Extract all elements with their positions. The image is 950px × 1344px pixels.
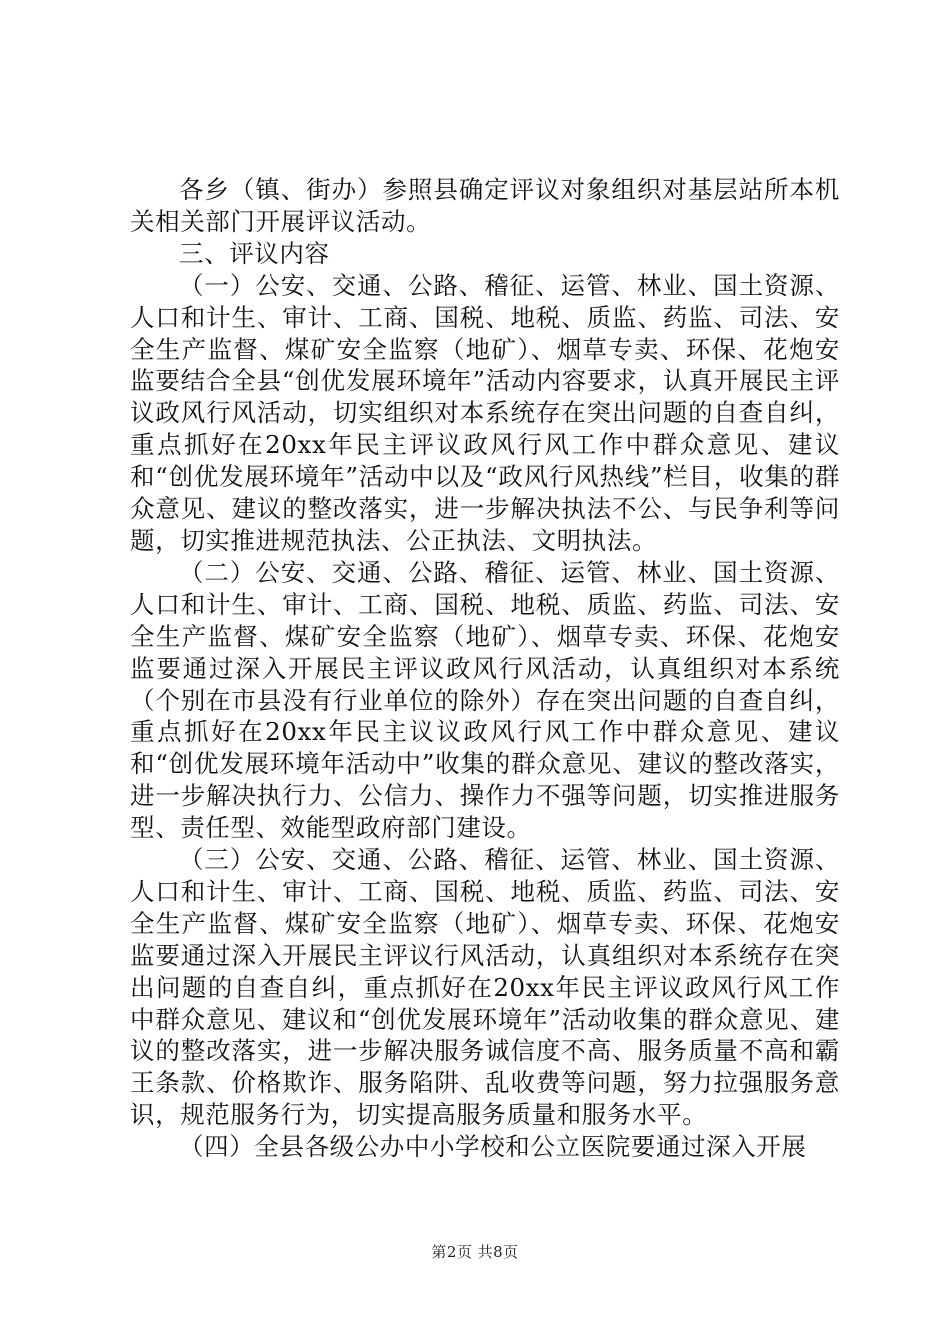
paragraph-item-2: （二）公安、交通、公路、稽征、运管、林业、国土资源、人口和计生、审计、工商、国税、地税、质监、药监、司法、安全生产监督、煤矿安全监察（地矿）、烟草专卖、环保、花炮安监要通过深入开展民主评议政风行风活动，认真组织对本系统（个别在市县没有行业单位的除外）存在突出问题的自查自纠，重点抓好在20xx年民主议议政风行风工作中群众意见、建议和“创优发展环境年活动中”收集的群众意见、建议的整改落实，进一步解决执行力、公信力、操作力不强等问题，切实推进服务型、责任型、效能型政府部门建设。 <box>130 557 840 843</box>
page-footer: 第2页 共8页 <box>431 1243 519 1261</box>
document-body <box>130 174 840 1163</box>
section-heading: 三、评议内容 <box>179 238 330 268</box>
paragraph-item-4: （四）全县各级公办中小学校和公立医院要通过深入开展 <box>179 1132 807 1162</box>
paragraph-intro: 各乡（镇、街办）参照县确定评议对象组织对基层站所本机关相关部门开展评议活动。 <box>130 175 840 236</box>
paragraph-item-1: （一）公安、交通、公路、稽征、运管、林业、国土资源、人口和计生、审计、工商、国税、地税、质监、药监、司法、安全生产监督、煤矿安全监察（地矿）、烟草专卖、环保、花炮安监要结合全县“创优发展环境年”活动内容要求，认真开展民主评议政风行风活动，切实组织对本系统存在突出问题的自查自纠，重点抓好在20xx年民主评议政风行风工作中群众意见、建议和“创优发展环境年”活动中以及“政风行风热线”栏目，收集的群众意见、建议的整改落实，进一步解决执法不公、与民争利等问题，切实推进规范执法、公正执法、文明执法。 <box>130 270 840 555</box>
paragraph-item-3: （三）公安、交通、公路、稽征、运管、林业、国土资源、人口和计生、审计、工商、国税、地税、质监、药监、司法、安全生产监督、煤矿安全监察（地矿）、烟草专卖、环保、花炮安监要通过深入开展民主评议行风活动，认真组织对本系统存在突出问题的自查自纠，重点抓好在20xx年民主评议政风行风工作中群众意见、建议和“创优发展环境年”活动收集的群众意见、建议的整改落实，进一步解决服务诚信度不高、服务质量不高和霸王条款、价格欺诈、服务陷阱、乱收费等问题，努力拉强服务意识，规范服务行为，切实提高服务质量和服务水平。 <box>130 845 840 1130</box>
